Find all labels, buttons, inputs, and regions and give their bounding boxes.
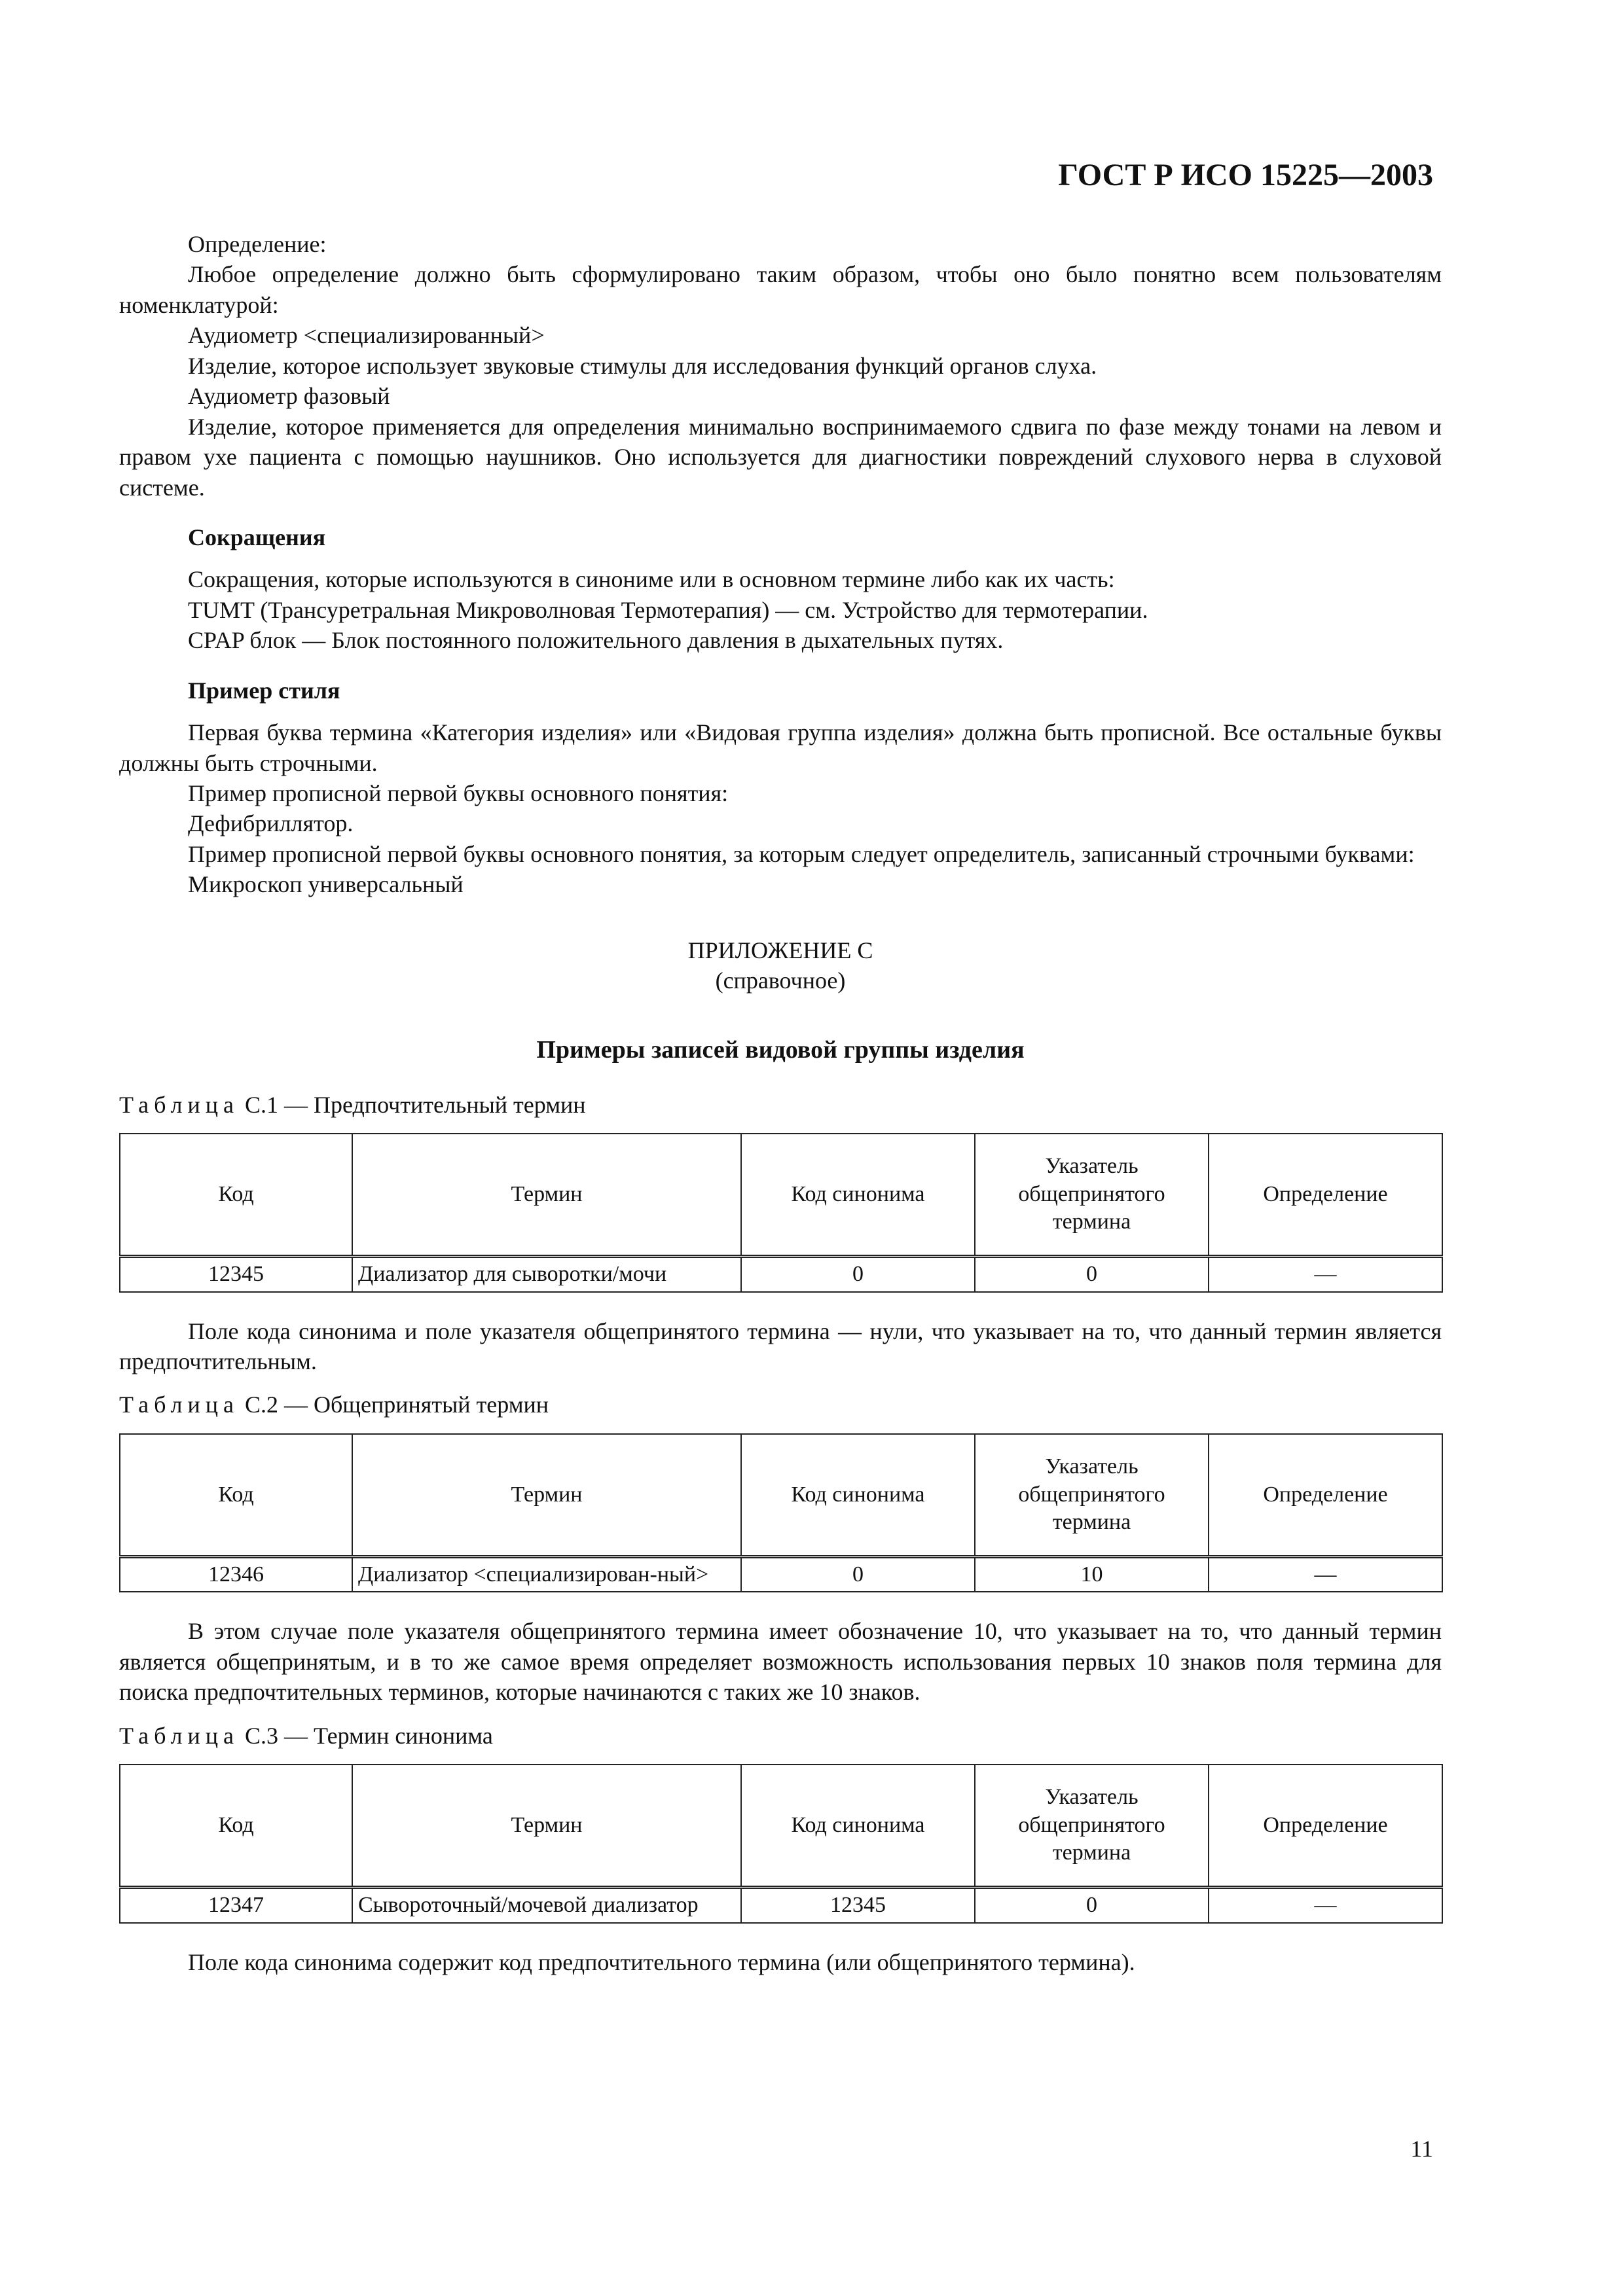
style-paragraph-3: Дефибриллятор. <box>188 810 354 837</box>
cell-definition: — <box>1209 1888 1442 1923</box>
cell-term: Диализатор <специализирован-ный> <box>352 1556 741 1592</box>
cell-synonym-code: 12345 <box>741 1888 975 1923</box>
appendix-label: ПРИЛОЖЕНИЕ С <box>687 937 873 963</box>
definition-intro: Любое определение должно быть сформулировано таким образом, чтобы оно было понятно всем пользователям номенклатурой: <box>119 261 1442 318</box>
page-number: 11 <box>1410 2136 1433 2162</box>
cell-synonym-code: 0 <box>741 1257 975 1292</box>
table-row <box>120 1257 1442 1292</box>
standard-header: ГОСТ Р ИСО 15225—2003 <box>1058 158 1433 192</box>
table3-note: Поле кода синонима содержит код предпочтительного термина (или общепринятого термина). <box>188 1948 1135 1975</box>
abbreviations-intro: Сокращения, которые используются в синониме или в основном термине либо как их часть: <box>188 566 1115 593</box>
table2-caption-rest: С.2 — Общепринятый термин <box>238 1391 549 1418</box>
cell-indicator: 0 <box>975 1257 1209 1292</box>
header-synonym-code: Код синонима <box>741 1134 975 1257</box>
header-indicator: Указатель общепринятого термина <box>975 1134 1209 1257</box>
table-c1 <box>119 1133 1443 1293</box>
cell-indicator: 0 <box>975 1888 1209 1923</box>
table-header-row <box>120 1134 1442 1257</box>
cell-code: 12347 <box>120 1888 352 1923</box>
definition-example-term-1: Аудиометр <специализированный> <box>188 322 545 349</box>
style-paragraph-4: Пример прописной первой буквы основного понятия, за которым следует определитель, записанный строчными буквами: <box>188 840 1415 867</box>
page-content <box>119 229 1442 1977</box>
header-term: Термин <box>352 1434 741 1557</box>
appendix-type: (справочное) <box>715 967 846 994</box>
cell-term: Сывороточный/мочевой диализатор <box>352 1888 741 1923</box>
table-header-row <box>120 1434 1442 1557</box>
definition-example-term-2: Аудиометр фазовый <box>188 383 390 410</box>
header-definition: Определение <box>1209 1765 1442 1888</box>
definition-example-def-2: Изделие, которое применяется для определения минимально воспринимаемого сдвига по фазе между тонами на левом и правом ухе пациента с помощью наушников. Оно используется для диагностики повреждений слухового нерва в слуховой системе. <box>119 413 1442 501</box>
header-code: Код <box>120 1765 352 1888</box>
table-c3 <box>119 1764 1443 1924</box>
table-row <box>120 1556 1442 1592</box>
header-synonym-code: Код синонима <box>741 1765 975 1888</box>
table-c2 <box>119 1433 1443 1593</box>
table3-caption <box>119 1721 1442 1751</box>
header-term: Термин <box>352 1134 741 1257</box>
header-definition: Определение <box>1209 1134 1442 1257</box>
abbreviations-heading: Сокращения <box>188 524 326 550</box>
style-heading: Пример стиля <box>188 677 340 704</box>
table2-note: В этом случае поле указателя общепринятого термина имеет обозначение 10, что указывает на то, что данный термин является общепринятым, и в то же самое время определяет возможность использования первых 10 знаков поля термина для поиска предпочтительных терминов, которые начинаются с таких же 10 знаков. <box>119 1618 1442 1706</box>
definition-example-def-1: Изделие, которое использует звуковые стимулы для исследования функций органов слуха. <box>188 352 1097 379</box>
table1-note: Поле кода синонима и поле указателя общепринятого термина — нули, что указывает на то, что данный термин является предпочтительным. <box>119 1318 1442 1375</box>
table3-caption-rest: С.3 — Термин синонима <box>238 1722 493 1749</box>
cell-definition: — <box>1209 1556 1442 1592</box>
header-indicator: Указатель общепринятого термина <box>975 1765 1209 1888</box>
header-definition: Определение <box>1209 1434 1442 1557</box>
abbreviation-item-2: CPAP блок — Блок постоянного положительного давления в дыхательных путях. <box>188 627 1004 654</box>
table1-caption-prefix: Таблица <box>119 1091 239 1118</box>
table2-caption <box>119 1390 1442 1420</box>
table-header-row <box>120 1765 1442 1888</box>
header-code: Код <box>120 1134 352 1257</box>
style-paragraph-5: Микроскоп универсальный <box>188 871 464 898</box>
table1-caption-rest: С.1 — Предпочтительный термин <box>238 1091 586 1118</box>
header-code: Код <box>120 1434 352 1557</box>
cell-indicator: 10 <box>975 1556 1209 1592</box>
style-paragraph-2: Пример прописной первой буквы основного понятия: <box>188 780 729 806</box>
abbreviation-item-1: TUMT (Трансуретральная Микроволновая Термотерапия) — см. Устройство для термотерапии. <box>188 596 1148 623</box>
table3-caption-prefix: Таблица <box>119 1722 239 1749</box>
header-term: Термин <box>352 1765 741 1888</box>
definition-heading: Определение: <box>188 231 327 257</box>
cell-code: 12345 <box>120 1257 352 1292</box>
table-row <box>120 1888 1442 1923</box>
cell-code: 12346 <box>120 1556 352 1592</box>
table1-caption <box>119 1090 1442 1120</box>
cell-definition: — <box>1209 1257 1442 1292</box>
cell-synonym-code: 0 <box>741 1556 975 1592</box>
style-paragraph-1: Первая буква термина «Категория изделия» или «Видовая группа изделия» должна быть прописной. Все остальные буквы должны быть строчными. <box>119 719 1442 776</box>
table2-caption-prefix: Таблица <box>119 1391 239 1418</box>
cell-term: Диализатор для сыворотки/мочи <box>352 1257 741 1292</box>
appendix-title: Примеры записей видовой группы изделия <box>536 1035 1025 1064</box>
header-synonym-code: Код синонима <box>741 1434 975 1557</box>
appendix-label-block <box>119 935 1442 996</box>
header-indicator: Указатель общепринятого термина <box>975 1434 1209 1557</box>
